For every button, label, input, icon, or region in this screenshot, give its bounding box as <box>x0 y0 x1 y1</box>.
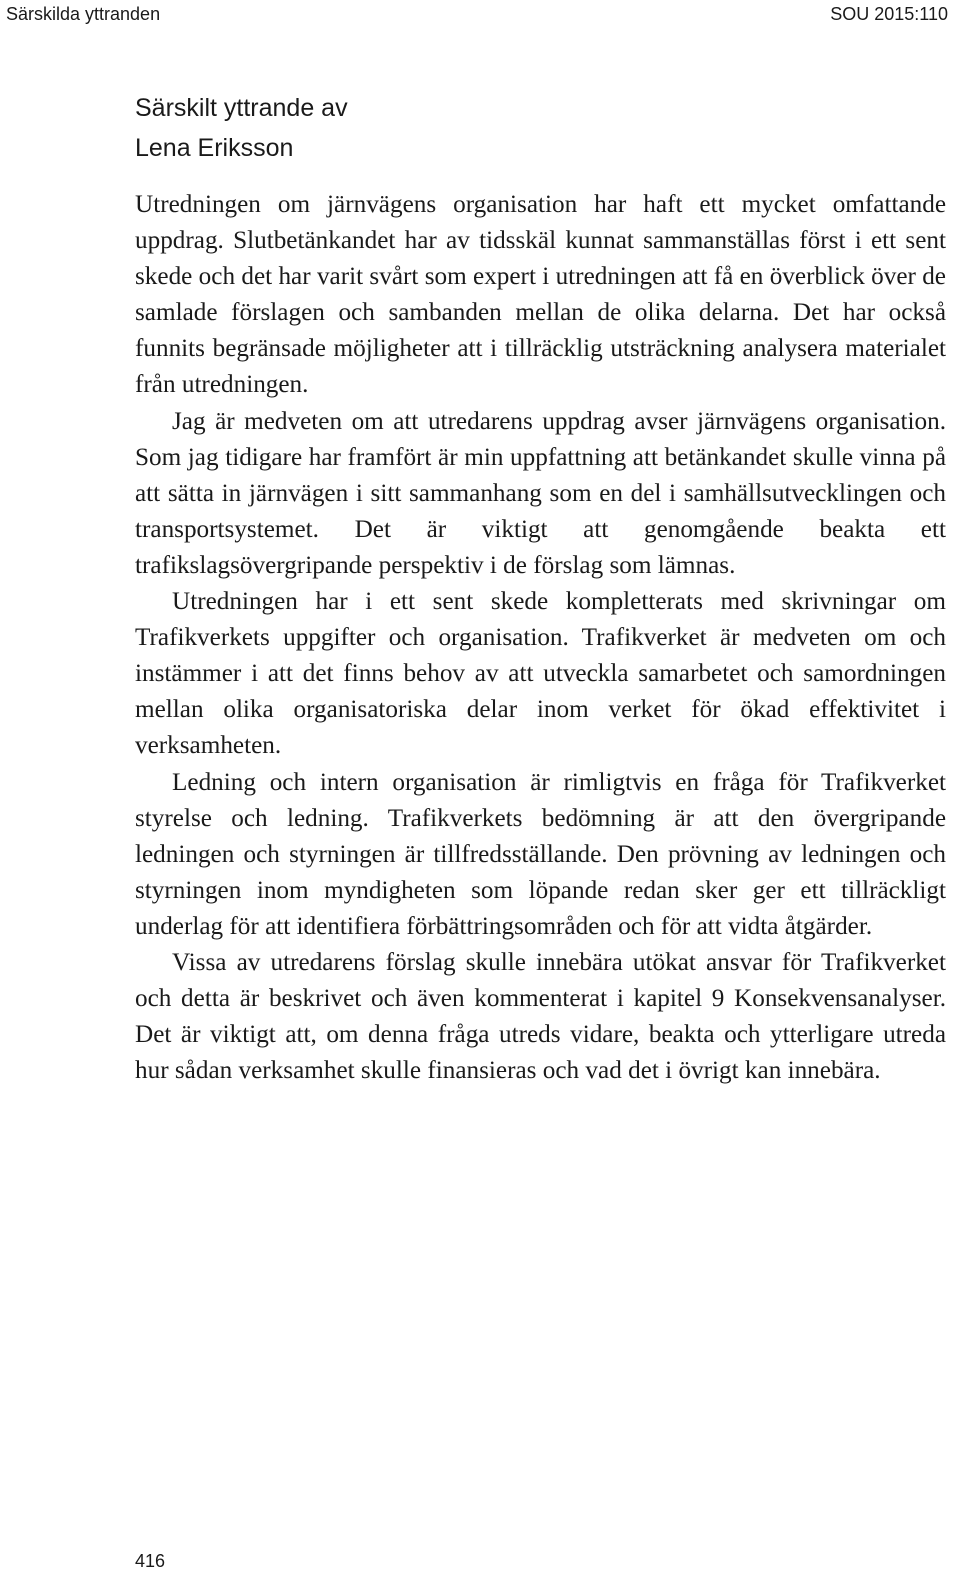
section-title-line-1: Särskilt yttrande av <box>135 94 348 122</box>
page-number: 416 <box>135 1551 166 1571</box>
paragraph: Utredningen har i ett sent skede kompletterats med skrivningar om Trafikverkets uppgifter och organisation. Trafikverket är medveten om och instämmer i att det finns behov av att utveckla samarbetet och samordningen mellan olika organisatoriska delar inom verket för ökad effektivitet i verksamheten. <box>135 588 946 760</box>
header-document-id: SOU 2015:110 <box>830 4 948 24</box>
paragraph: Ledning och intern organisation är rimligtvis en fråga för Trafikverket styrelse och ledning. Trafikverkets bedömning är att den övergripande ledningen och styrningen är tillfredsställande. Den prövning av ledningen och styrningen inom myndigheten som löpande redan sker ger ett tillräckligt underlag för att identifiera förbättringsområden och för att vidta åtgärder. <box>135 768 946 940</box>
paragraph: Vissa av utredarens förslag skulle innebära utökat ansvar för Trafikverket och detta är beskrivet och även kommenterat i kapitel 9 Konsekvensanalyser. Det är viktigt att, om denna fråga utreds vidare, beakta och ytterligare utreda hur sådan verksamhet skulle finansieras och vad det i övrigt kan innebära. <box>135 948 946 1085</box>
header-section-name: Särskilda yttranden <box>6 4 161 24</box>
running-header <box>6 2 948 26</box>
section-title-line-2: Lena Eriksson <box>135 134 294 162</box>
paragraph: Utredningen om järnvägens organisation har haft ett mycket omfattande uppdrag. Slutbetänkandet har av tidsskäl kunnat sammanställas först i ett sent skede och det har varit svårt som expert i utredningen att få en överblick över de samlade förslagen och sambanden mellan de olika delarna. Det har också funnits begränsade möjligheter att i tillräcklig utsträckning analysera materialet från utredningen. <box>135 191 946 399</box>
section-title <box>135 88 835 168</box>
statement-body <box>135 187 946 1089</box>
paragraph: Jag är medveten om att utredarens uppdrag avser järnvägens organisation. Som jag tidigare har framfört är min uppfattning att betänkandet skulle vinna på att sätta in järnvägen i sitt sammanhang som en del i samhällsutvecklingen och transportsystemet. Det är viktigt att genomgående beakta ett trafikslagsövergripande perspektiv i de förslag som lämnas. <box>135 407 946 579</box>
